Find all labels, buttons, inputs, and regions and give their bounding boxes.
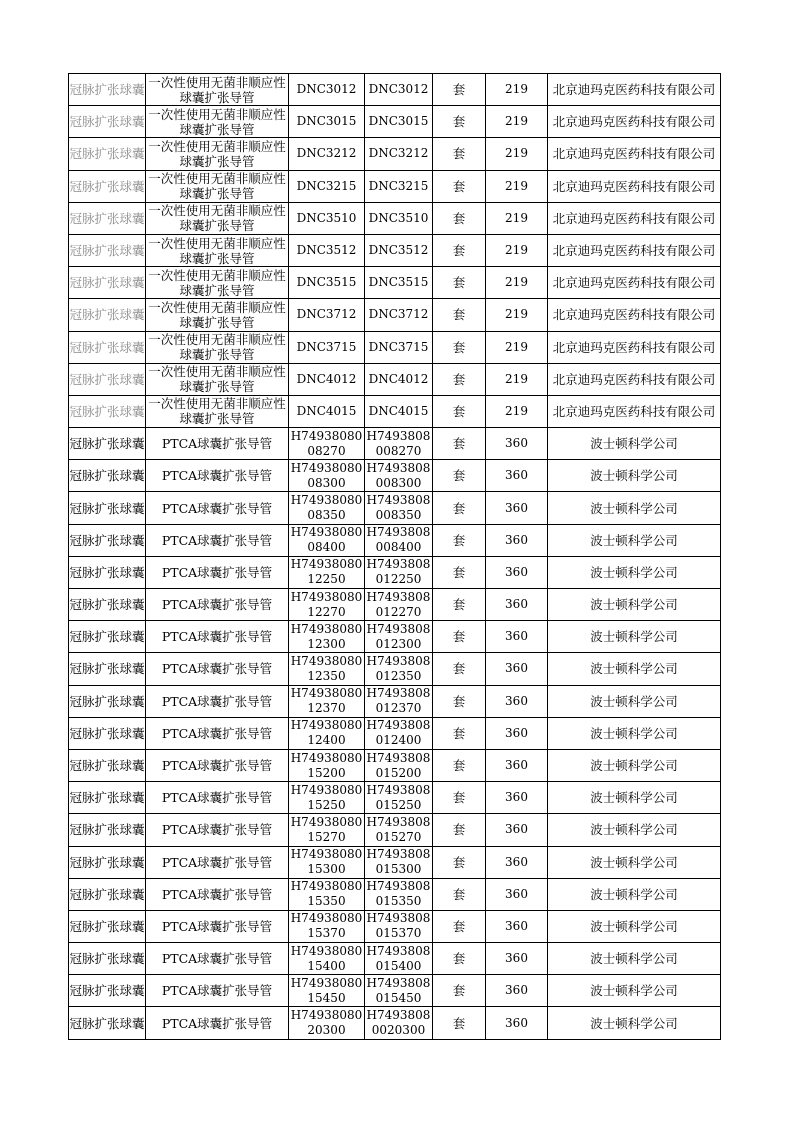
company-cell: 波士顿科学公司 — [548, 492, 721, 524]
product-name-cell: 一次性使用无菌非顺应性球囊扩张导管 — [146, 331, 289, 363]
company-cell: 波士顿科学公司 — [548, 943, 721, 975]
spec-cell: DNC3215 — [289, 170, 365, 202]
price-cell: 360 — [486, 460, 548, 492]
unit-cell: 套 — [433, 428, 486, 460]
model-cell: H7493808012270 — [365, 589, 433, 621]
table-row — [69, 717, 721, 749]
table-row — [69, 428, 721, 460]
company-cell: 波士顿科学公司 — [548, 975, 721, 1007]
company-cell: 北京迪玛克医药科技有限公司 — [548, 299, 721, 331]
company-cell: 波士顿科学公司 — [548, 621, 721, 653]
product-name-cell: 一次性使用无菌非顺应性球囊扩张导管 — [146, 202, 289, 234]
spec-cell: H7493808008300 — [289, 460, 365, 492]
category-cell: 冠脉扩张球囊 — [69, 943, 146, 975]
table-row — [69, 202, 721, 234]
spec-cell: DNC3712 — [289, 299, 365, 331]
table-row — [69, 910, 721, 942]
model-cell: DNC3712 — [365, 299, 433, 331]
spec-cell: DNC4015 — [289, 395, 365, 427]
model-cell: H7493808008350 — [365, 492, 433, 524]
model-cell: H7493808015370 — [365, 910, 433, 942]
company-cell: 波士顿科学公司 — [548, 556, 721, 588]
price-cell: 360 — [486, 621, 548, 653]
table-row — [69, 460, 721, 492]
category-cell: 冠脉扩张球囊 — [69, 782, 146, 814]
product-name-cell: PTCA球囊扩张导管 — [146, 653, 289, 685]
unit-cell: 套 — [433, 1007, 486, 1039]
product-name-cell: 一次性使用无菌非顺应性球囊扩张导管 — [146, 395, 289, 427]
product-name-cell: 一次性使用无菌非顺应性球囊扩张导管 — [146, 138, 289, 170]
category-cell: 冠脉扩张球囊 — [69, 556, 146, 588]
model-cell: H7493808015270 — [365, 814, 433, 846]
category-cell: 冠脉扩张球囊 — [69, 814, 146, 846]
spec-cell: H7493808015450 — [289, 975, 365, 1007]
spec-cell: H7493808015200 — [289, 749, 365, 781]
unit-cell: 套 — [433, 234, 486, 266]
model-cell: H7493808012400 — [365, 717, 433, 749]
price-cell: 219 — [486, 267, 548, 299]
table-row — [69, 846, 721, 878]
table-row — [69, 363, 721, 395]
price-cell: 219 — [486, 395, 548, 427]
product-name-cell: 一次性使用无菌非顺应性球囊扩张导管 — [146, 234, 289, 266]
unit-cell: 套 — [433, 106, 486, 138]
company-cell: 波士顿科学公司 — [548, 910, 721, 942]
category-cell: 冠脉扩张球囊 — [69, 202, 146, 234]
model-cell: DNC4015 — [365, 395, 433, 427]
price-cell: 219 — [486, 170, 548, 202]
unit-cell: 套 — [433, 621, 486, 653]
model-cell: H7493808015200 — [365, 749, 433, 781]
spec-cell: H7493808020300 — [289, 1007, 365, 1039]
model-cell: H7493808015350 — [365, 878, 433, 910]
company-cell: 北京迪玛克医药科技有限公司 — [548, 74, 721, 106]
model-cell: DNC3212 — [365, 138, 433, 170]
spec-cell: H7493808015350 — [289, 878, 365, 910]
unit-cell: 套 — [433, 395, 486, 427]
spec-cell: DNC3015 — [289, 106, 365, 138]
category-cell: 冠脉扩张球囊 — [69, 234, 146, 266]
product-name-cell: PTCA球囊扩张导管 — [146, 943, 289, 975]
company-cell: 波士顿科学公司 — [548, 846, 721, 878]
product-name-cell: PTCA球囊扩张导管 — [146, 814, 289, 846]
model-cell: H7493808012250 — [365, 556, 433, 588]
model-cell: H7493808015400 — [365, 943, 433, 975]
model-cell: H7493808008400 — [365, 524, 433, 556]
company-cell: 波士顿科学公司 — [548, 782, 721, 814]
spec-cell: H7493808015400 — [289, 943, 365, 975]
spec-cell: H7493808012300 — [289, 621, 365, 653]
price-cell: 219 — [486, 74, 548, 106]
category-cell: 冠脉扩张球囊 — [69, 331, 146, 363]
price-cell: 360 — [486, 814, 548, 846]
product-name-cell: 一次性使用无菌非顺应性球囊扩张导管 — [146, 267, 289, 299]
price-cell: 360 — [486, 910, 548, 942]
table-row — [69, 749, 721, 781]
price-cell: 360 — [486, 846, 548, 878]
table-row — [69, 524, 721, 556]
price-cell: 219 — [486, 331, 548, 363]
spec-cell: DNC3715 — [289, 331, 365, 363]
model-cell: DNC3215 — [365, 170, 433, 202]
table-row — [69, 267, 721, 299]
category-cell: 冠脉扩张球囊 — [69, 910, 146, 942]
model-cell: DNC3715 — [365, 331, 433, 363]
unit-cell: 套 — [433, 460, 486, 492]
category-cell: 冠脉扩张球囊 — [69, 74, 146, 106]
unit-cell: 套 — [433, 267, 486, 299]
company-cell: 北京迪玛克医药科技有限公司 — [548, 170, 721, 202]
table-row — [69, 975, 721, 1007]
unit-cell: 套 — [433, 556, 486, 588]
price-cell: 360 — [486, 556, 548, 588]
category-cell: 冠脉扩张球囊 — [69, 846, 146, 878]
spec-cell: H7493808012270 — [289, 589, 365, 621]
model-cell: DNC3515 — [365, 267, 433, 299]
unit-cell: 套 — [433, 138, 486, 170]
table-row — [69, 170, 721, 202]
price-cell: 360 — [486, 975, 548, 1007]
table-row — [69, 943, 721, 975]
model-cell: DNC4012 — [365, 363, 433, 395]
price-cell: 360 — [486, 878, 548, 910]
product-name-cell: PTCA球囊扩张导管 — [146, 878, 289, 910]
product-name-cell: PTCA球囊扩张导管 — [146, 975, 289, 1007]
product-name-cell: 一次性使用无菌非顺应性球囊扩张导管 — [146, 106, 289, 138]
table-row — [69, 106, 721, 138]
unit-cell: 套 — [433, 524, 486, 556]
unit-cell: 套 — [433, 331, 486, 363]
category-cell: 冠脉扩张球囊 — [69, 975, 146, 1007]
table-row — [69, 878, 721, 910]
product-name-cell: PTCA球囊扩张导管 — [146, 1007, 289, 1039]
unit-cell: 套 — [433, 717, 486, 749]
spec-cell: H7493808008400 — [289, 524, 365, 556]
company-cell: 北京迪玛克医药科技有限公司 — [548, 106, 721, 138]
spec-cell: H7493808008350 — [289, 492, 365, 524]
category-cell: 冠脉扩张球囊 — [69, 717, 146, 749]
price-cell: 360 — [486, 749, 548, 781]
table-body — [69, 74, 721, 1040]
table-row — [69, 138, 721, 170]
price-cell: 360 — [486, 524, 548, 556]
table-row — [69, 331, 721, 363]
unit-cell: 套 — [433, 74, 486, 106]
model-cell: H7493808012370 — [365, 685, 433, 717]
price-cell: 360 — [486, 653, 548, 685]
spec-cell: H7493808015300 — [289, 846, 365, 878]
category-cell: 冠脉扩张球囊 — [69, 749, 146, 781]
company-cell: 波士顿科学公司 — [548, 589, 721, 621]
product-name-cell: PTCA球囊扩张导管 — [146, 685, 289, 717]
product-price-table — [68, 73, 721, 1040]
category-cell: 冠脉扩张球囊 — [69, 363, 146, 395]
company-cell: 波士顿科学公司 — [548, 749, 721, 781]
category-cell: 冠脉扩张球囊 — [69, 395, 146, 427]
model-cell: H7493808012350 — [365, 653, 433, 685]
company-cell: 北京迪玛克医药科技有限公司 — [548, 234, 721, 266]
product-name-cell: PTCA球囊扩张导管 — [146, 910, 289, 942]
category-cell: 冠脉扩张球囊 — [69, 653, 146, 685]
product-name-cell: PTCA球囊扩张导管 — [146, 782, 289, 814]
table-row — [69, 492, 721, 524]
table-row — [69, 74, 721, 106]
price-cell: 360 — [486, 428, 548, 460]
company-cell: 波士顿科学公司 — [548, 685, 721, 717]
product-name-cell: 一次性使用无菌非顺应性球囊扩张导管 — [146, 363, 289, 395]
unit-cell: 套 — [433, 685, 486, 717]
unit-cell: 套 — [433, 782, 486, 814]
unit-cell: 套 — [433, 749, 486, 781]
company-cell: 波士顿科学公司 — [548, 460, 721, 492]
unit-cell: 套 — [433, 299, 486, 331]
company-cell: 波士顿科学公司 — [548, 878, 721, 910]
product-name-cell: PTCA球囊扩张导管 — [146, 749, 289, 781]
price-cell: 360 — [486, 717, 548, 749]
table-row — [69, 556, 721, 588]
price-cell: 360 — [486, 492, 548, 524]
model-cell: DNC3015 — [365, 106, 433, 138]
company-cell: 北京迪玛克医药科技有限公司 — [548, 267, 721, 299]
unit-cell: 套 — [433, 363, 486, 395]
unit-cell: 套 — [433, 589, 486, 621]
table-row — [69, 1007, 721, 1039]
spec-cell: H7493808012250 — [289, 556, 365, 588]
price-cell: 219 — [486, 234, 548, 266]
product-name-cell: PTCA球囊扩张导管 — [146, 428, 289, 460]
category-cell: 冠脉扩张球囊 — [69, 621, 146, 653]
category-cell: 冠脉扩张球囊 — [69, 524, 146, 556]
category-cell: 冠脉扩张球囊 — [69, 492, 146, 524]
price-cell: 219 — [486, 299, 548, 331]
model-cell: DNC3512 — [365, 234, 433, 266]
model-cell: H7493808015250 — [365, 782, 433, 814]
spec-cell: DNC3012 — [289, 74, 365, 106]
table-row — [69, 653, 721, 685]
product-name-cell: PTCA球囊扩张导管 — [146, 621, 289, 653]
company-cell: 波士顿科学公司 — [548, 524, 721, 556]
product-name-cell: PTCA球囊扩张导管 — [146, 846, 289, 878]
company-cell: 北京迪玛克医药科技有限公司 — [548, 331, 721, 363]
product-name-cell: PTCA球囊扩张导管 — [146, 524, 289, 556]
table-row — [69, 395, 721, 427]
spec-cell: DNC3515 — [289, 267, 365, 299]
company-cell: 波士顿科学公司 — [548, 428, 721, 460]
spec-cell: DNC3212 — [289, 138, 365, 170]
spec-cell: H7493808012370 — [289, 685, 365, 717]
model-cell: DNC3510 — [365, 202, 433, 234]
model-cell: H7493808012300 — [365, 621, 433, 653]
unit-cell: 套 — [433, 492, 486, 524]
table-row — [69, 589, 721, 621]
price-cell: 360 — [486, 1007, 548, 1039]
price-cell: 219 — [486, 138, 548, 170]
company-cell: 波士顿科学公司 — [548, 717, 721, 749]
product-name-cell: PTCA球囊扩张导管 — [146, 460, 289, 492]
table-row — [69, 299, 721, 331]
table-row — [69, 685, 721, 717]
product-name-cell: PTCA球囊扩张导管 — [146, 589, 289, 621]
spec-cell: H7493808012400 — [289, 717, 365, 749]
price-cell: 219 — [486, 363, 548, 395]
unit-cell: 套 — [433, 170, 486, 202]
category-cell: 冠脉扩张球囊 — [69, 106, 146, 138]
product-name-cell: 一次性使用无菌非顺应性球囊扩张导管 — [146, 299, 289, 331]
company-cell: 波士顿科学公司 — [548, 1007, 721, 1039]
table-row — [69, 814, 721, 846]
spec-cell: DNC3512 — [289, 234, 365, 266]
spec-cell: H7493808015270 — [289, 814, 365, 846]
spec-cell: DNC3510 — [289, 202, 365, 234]
product-name-cell: PTCA球囊扩张导管 — [146, 556, 289, 588]
model-cell: DNC3012 — [365, 74, 433, 106]
category-cell: 冠脉扩张球囊 — [69, 138, 146, 170]
category-cell: 冠脉扩张球囊 — [69, 685, 146, 717]
table-row — [69, 782, 721, 814]
price-cell: 360 — [486, 685, 548, 717]
model-cell: H7493808008270 — [365, 428, 433, 460]
unit-cell: 套 — [433, 653, 486, 685]
category-cell: 冠脉扩张球囊 — [69, 878, 146, 910]
product-name-cell: PTCA球囊扩张导管 — [146, 492, 289, 524]
price-cell: 360 — [486, 943, 548, 975]
category-cell: 冠脉扩张球囊 — [69, 460, 146, 492]
spec-cell: H7493808015250 — [289, 782, 365, 814]
price-cell: 360 — [486, 782, 548, 814]
product-name-cell: PTCA球囊扩张导管 — [146, 717, 289, 749]
price-cell: 219 — [486, 106, 548, 138]
spec-cell: H7493808015370 — [289, 910, 365, 942]
product-name-cell: 一次性使用无菌非顺应性球囊扩张导管 — [146, 170, 289, 202]
unit-cell: 套 — [433, 878, 486, 910]
table-row — [69, 621, 721, 653]
unit-cell: 套 — [433, 943, 486, 975]
model-cell: H7493808015300 — [365, 846, 433, 878]
price-cell: 360 — [486, 589, 548, 621]
unit-cell: 套 — [433, 202, 486, 234]
category-cell: 冠脉扩张球囊 — [69, 170, 146, 202]
company-cell: 北京迪玛克医药科技有限公司 — [548, 363, 721, 395]
category-cell: 冠脉扩张球囊 — [69, 1007, 146, 1039]
company-cell: 北京迪玛克医药科技有限公司 — [548, 138, 721, 170]
company-cell: 波士顿科学公司 — [548, 814, 721, 846]
price-cell: 219 — [486, 202, 548, 234]
category-cell: 冠脉扩张球囊 — [69, 589, 146, 621]
unit-cell: 套 — [433, 975, 486, 1007]
spec-cell: H7493808008270 — [289, 428, 365, 460]
model-cell: H7493808008300 — [365, 460, 433, 492]
model-cell: H74938080020300 — [365, 1007, 433, 1039]
product-name-cell: 一次性使用无菌非顺应性球囊扩张导管 — [146, 74, 289, 106]
table-row — [69, 234, 721, 266]
unit-cell: 套 — [433, 846, 486, 878]
company-cell: 北京迪玛克医药科技有限公司 — [548, 395, 721, 427]
category-cell: 冠脉扩张球囊 — [69, 428, 146, 460]
category-cell: 冠脉扩张球囊 — [69, 267, 146, 299]
unit-cell: 套 — [433, 910, 486, 942]
spec-cell: H7493808012350 — [289, 653, 365, 685]
unit-cell: 套 — [433, 814, 486, 846]
model-cell: H7493808015450 — [365, 975, 433, 1007]
company-cell: 北京迪玛克医药科技有限公司 — [548, 202, 721, 234]
spec-cell: DNC4012 — [289, 363, 365, 395]
category-cell: 冠脉扩张球囊 — [69, 299, 146, 331]
company-cell: 波士顿科学公司 — [548, 653, 721, 685]
